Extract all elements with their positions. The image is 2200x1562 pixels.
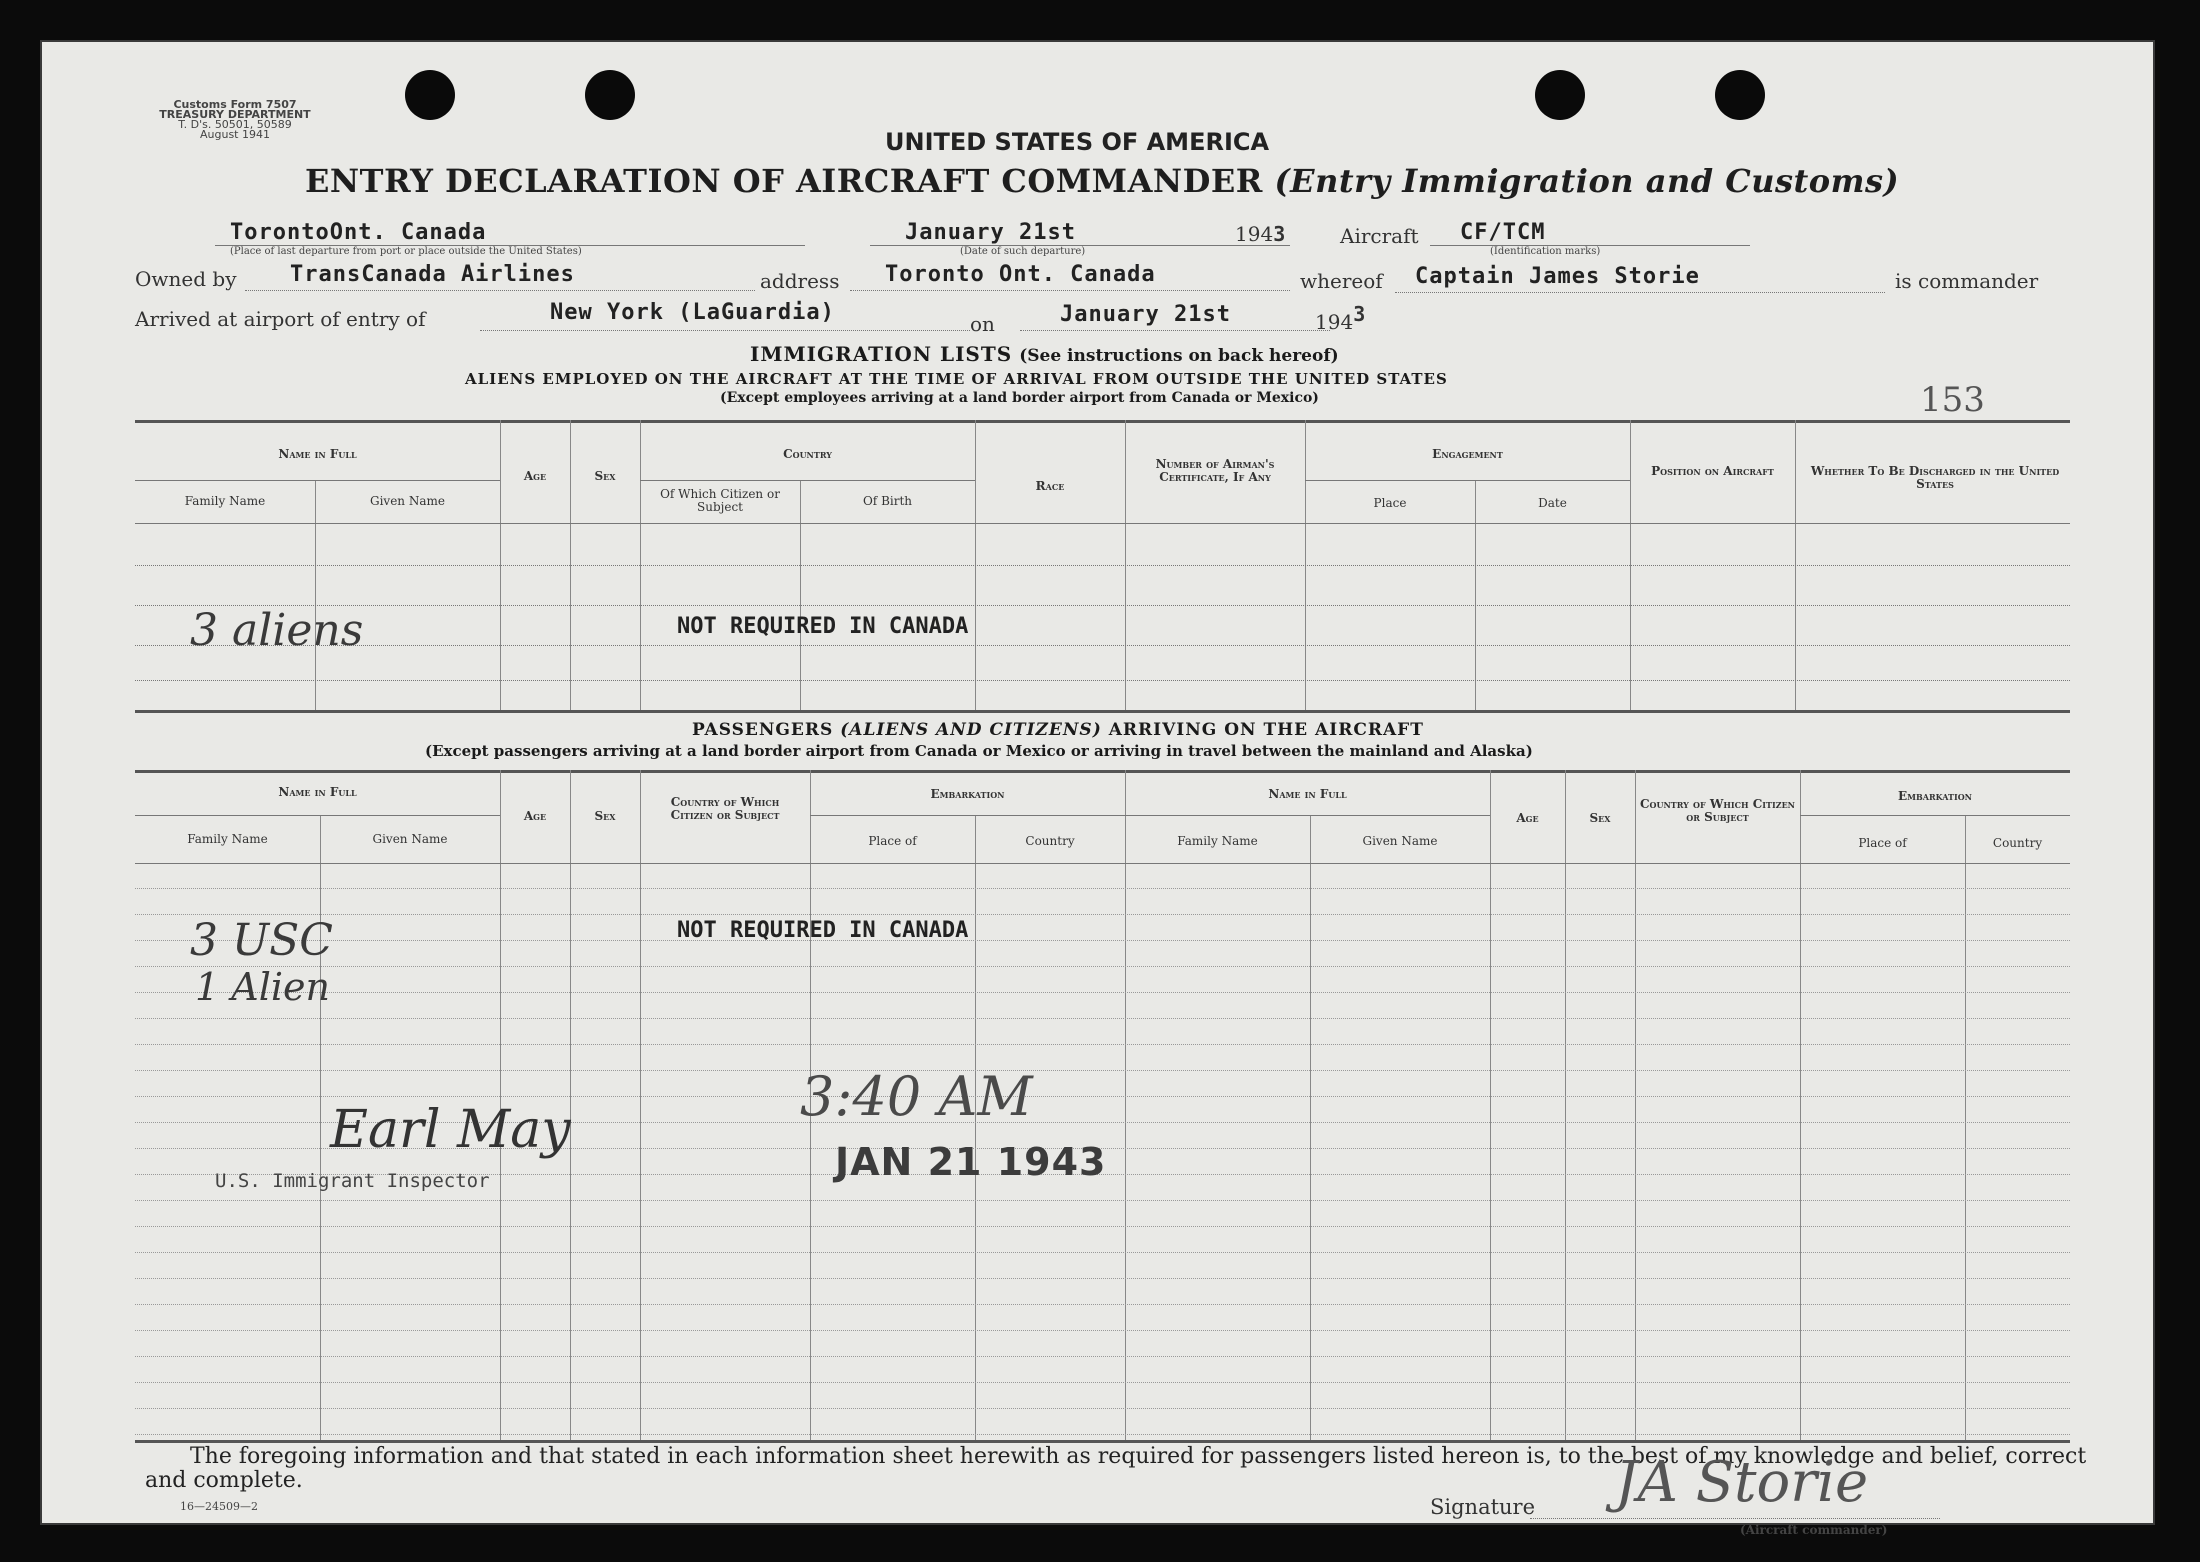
aliens-col-sex: Sex — [594, 469, 616, 483]
punch-hole — [405, 70, 455, 120]
row-rule — [135, 1226, 2070, 1227]
commander-signature: JA Storie — [1615, 1450, 1869, 1515]
aircraft-label: Aircraft — [1340, 224, 1419, 248]
commander-suffix: is commander — [1895, 269, 2039, 293]
row-rule — [135, 1044, 2070, 1045]
aliens-col-engagement: Engagement — [1432, 447, 1503, 461]
row-rule — [135, 914, 2070, 915]
pass-col-embarkation-2: Embarkation — [1898, 789, 1972, 803]
country-heading: UNITED STATES OF AMERICA — [885, 128, 1270, 156]
year-suffix: 3 — [1273, 222, 1286, 246]
year-prefix: 194 — [1235, 222, 1274, 246]
pass-col-sex-2: Sex — [1589, 811, 1611, 825]
row-rule — [135, 1408, 2070, 1409]
pass-col-embarkation: Embarkation — [930, 787, 1005, 801]
pass-col-family: Family Name — [187, 832, 268, 846]
document-page — [40, 40, 2155, 1537]
arrival-time-note: 3:40 AM — [800, 1065, 1033, 1128]
row-rule — [135, 1330, 2070, 1331]
immigration-subtitle: ALIENS EMPLOYED ON THE AIRCRAFT AT THE TIME OF ARRIVAL FROM OUTSIDE THE UNITED STATES — [465, 370, 1448, 388]
form-id-line1: Customs Form 7507 — [173, 98, 297, 111]
form-title-main: ENTRY DECLARATION OF AIRCRAFT COMMANDER — [305, 162, 1263, 200]
aliens-col-discharged: Whether To Be Discharged in the United States — [1810, 464, 2060, 491]
departure-year — [1235, 222, 1285, 246]
pass-col-country-citizen-2: Country of Which Citizen or Subject — [1640, 797, 1795, 824]
arrival-year-suffix: 3 — [1353, 302, 1366, 326]
row-rule — [135, 888, 2070, 889]
row-rule — [135, 1252, 2070, 1253]
address-label: address — [760, 269, 840, 293]
signature-caption: (Aircraft commander) — [1740, 1523, 1888, 1537]
aliens-col-country: Country — [783, 447, 832, 461]
row-rule — [135, 1070, 2070, 1071]
passengers-title-rest: ARRIVING ON THE AIRCRAFT — [1108, 720, 1424, 740]
row-rule — [135, 1382, 2070, 1383]
pass-col-family-2: Family Name — [1177, 834, 1258, 848]
aliens-not-required-stamp: NOT REQUIRED IN CANADA — [677, 614, 969, 639]
aliens-col-place: Place — [1373, 496, 1407, 510]
aliens-handwritten-note: 3 aliens — [190, 605, 364, 656]
commander-name: Captain James Storie — [1415, 264, 1700, 289]
arrived-label: Arrived at airport of entry of — [135, 307, 426, 331]
immigration-title-main: IMMIGRATION LISTS — [750, 342, 1013, 366]
passengers-title — [692, 720, 1424, 740]
signature-label: Signature — [1430, 1495, 1536, 1519]
form-number: 16—24509—2 — [180, 1500, 258, 1513]
pass-col-place-of-2: Place of — [1858, 836, 1907, 850]
form-title-paren: (Entry Immigration and Customs) — [1274, 162, 1900, 200]
inspection-date-stamp: JAN 21 1943 — [835, 1140, 1107, 1184]
aliens-col-citizen: Of Which Citizen or Subject — [660, 487, 780, 514]
immigration-title-note: (See instructions on back hereof) — [1019, 346, 1339, 366]
departure-date: January 21st — [905, 220, 1076, 245]
pass-col-country: Country — [1025, 834, 1075, 848]
on-label: on — [970, 312, 995, 336]
aliens-col-birth: Of Birth — [862, 494, 913, 508]
punch-hole — [1715, 70, 1765, 120]
owned-label: Owned by — [135, 267, 237, 291]
row-rule — [135, 1434, 2070, 1435]
row-rule — [135, 1018, 2070, 1019]
pass-handwritten-line1: 3 USC — [190, 915, 333, 966]
pass-col-sex: Sex — [594, 809, 616, 823]
departure-caption: (Place of last departure from port or place outside the United States) — [230, 246, 582, 257]
pass-col-name-2: Name in Full — [1268, 787, 1347, 801]
owner-name: TransCanada Airlines — [290, 262, 575, 287]
page-number: 153 — [1920, 380, 1985, 420]
inspector-signature: Earl May — [330, 1100, 571, 1160]
punch-hole — [585, 70, 635, 120]
form-id-line3: T. D's. 50501, 50589 — [178, 118, 292, 131]
punch-hole — [1535, 70, 1585, 120]
arrival-date: January 21st — [1060, 302, 1231, 327]
pass-col-age-2: Age — [1516, 811, 1539, 825]
aircraft-caption: (Identification marks) — [1490, 246, 1601, 257]
whereof-label: whereof — [1300, 269, 1383, 293]
departure-place: TorontoOnt. Canada — [230, 220, 487, 245]
aliens-col-certificate: Number of Airman's Certificate, If Any — [1155, 457, 1275, 484]
aliens-col-age: Age — [523, 469, 547, 483]
row-rule — [135, 1356, 2070, 1357]
aliens-col-date: Date — [1538, 496, 1567, 510]
row-rule — [135, 992, 2070, 993]
owner-address: Toronto Ont. Canada — [885, 262, 1156, 287]
form-title — [305, 162, 1899, 200]
pass-col-name: Name in Full — [278, 785, 357, 799]
immigration-title — [750, 342, 1339, 366]
aliens-col-race: Race — [1035, 479, 1065, 493]
aliens-col-family: Family Name — [184, 494, 266, 508]
passengers-title-main: PASSENGERS — [692, 720, 834, 740]
form-id-line4: August 1941 — [200, 128, 270, 141]
row-rule — [135, 1200, 2070, 1201]
date-caption: (Date of such departure) — [960, 246, 1086, 257]
arrival-year-prefix: 194 — [1315, 310, 1354, 334]
pass-col-country-citizen: Country of Which Citizen or Subject — [670, 795, 780, 822]
inspector-label: U.S. Immigrant Inspector — [215, 1170, 490, 1192]
form-id-line2: TREASURY DEPARTMENT — [159, 108, 311, 121]
pass-col-country-2: Country — [1992, 836, 2043, 850]
arrival-airport: New York (LaGuardia) — [550, 300, 835, 325]
immigration-subnote: (Except employees arriving at a land border airport from Canada or Mexico) — [720, 390, 1319, 406]
pass-col-given-2: Given Name — [1362, 834, 1438, 848]
declaration-text: The foregoing information and that stated in each information sheet herewith as required for passengers listed hereon is, to the best of my knowledge and belief, correct and complete. — [145, 1444, 2087, 1493]
aliens-col-position: Position on Aircraft — [1651, 464, 1774, 478]
pass-col-place-of: Place of — [868, 834, 917, 848]
row-rule — [135, 1304, 2070, 1305]
pass-col-age: Age — [523, 809, 547, 823]
row-rule — [135, 966, 2070, 967]
form-id-block — [135, 100, 335, 140]
aliens-col-given: Given Name — [370, 494, 445, 508]
pass-handwritten-line2: 1 Alien — [195, 965, 330, 1009]
pass-not-required-stamp: NOT REQUIRED IN CANADA — [677, 918, 969, 943]
pass-col-given: Given Name — [372, 832, 448, 846]
aliens-col-name: Name in Full — [278, 447, 357, 461]
passengers-subnote: (Except passengers arriving at a land border airport from Canada or Mexico or arriving in travel between the mainland and Alaska) — [425, 742, 1533, 760]
row-rule — [135, 940, 2070, 941]
row-rule — [135, 1096, 2070, 1097]
aircraft-mark: CF/TCM — [1460, 220, 1546, 245]
row-rule — [135, 1278, 2070, 1279]
passengers-title-italic: (ALIENS AND CITIZENS) — [840, 720, 1102, 740]
